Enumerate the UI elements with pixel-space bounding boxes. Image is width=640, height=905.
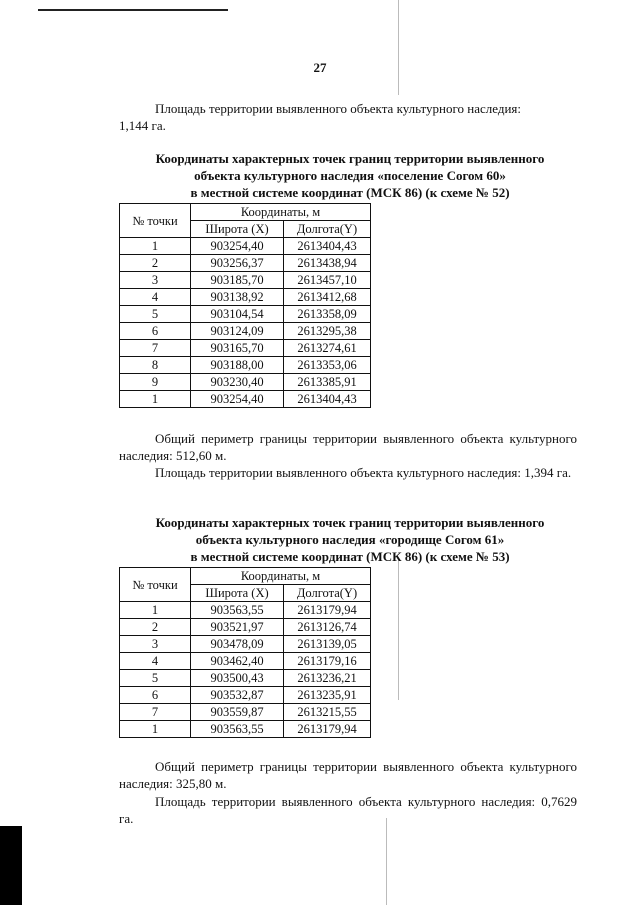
table-row: [120, 670, 371, 687]
area-paragraph-1: [119, 464, 577, 481]
area-value: 1,144 га.: [119, 118, 166, 133]
scan-edge-line: [38, 9, 228, 11]
cell-point: 6: [120, 687, 191, 704]
table-row: [120, 340, 371, 357]
col-header-coords: Координаты, м: [191, 568, 371, 585]
cell-point: 2: [120, 255, 191, 272]
scan-fold-line: [386, 818, 387, 905]
cell-x: 903478,09: [191, 636, 284, 653]
cell-y: 2613126,74: [284, 619, 371, 636]
heading-line: объекта культурного наследия «городище Согом 61»: [195, 532, 505, 547]
cell-x: 903500,43: [191, 670, 284, 687]
area-paragraph-top: [119, 100, 577, 134]
cell-x: 903563,55: [191, 721, 284, 738]
section-heading-1: [100, 150, 600, 201]
cell-y: 2613215,55: [284, 704, 371, 721]
cell-y: 2613385,91: [284, 374, 371, 391]
cell-y: 2613139,05: [284, 636, 371, 653]
cell-x: 903185,70: [191, 272, 284, 289]
cell-point: 1: [120, 238, 191, 255]
area-paragraph-2: [119, 793, 577, 827]
heading-line: объекта культурного наследия «поселение Согом 60»: [194, 168, 506, 183]
perimeter-text: Общий периметр границы территории выявленного объекта культурного наследия: 512,60 м.: [119, 431, 577, 463]
cell-x: 903138,92: [191, 289, 284, 306]
cell-y: 2613274,61: [284, 340, 371, 357]
table-row: [120, 357, 371, 374]
cell-point: 7: [120, 340, 191, 357]
cell-x: 903532,87: [191, 687, 284, 704]
scan-fold-line: [398, 0, 399, 95]
cell-x: 903165,70: [191, 340, 284, 357]
col-header-y: Долгота(Y): [284, 585, 371, 602]
scan-fold-line: [398, 560, 399, 700]
cell-x: 903563,55: [191, 602, 284, 619]
cell-y: 2613236,21: [284, 670, 371, 687]
cell-y: 2613235,91: [284, 687, 371, 704]
table-row: [120, 391, 371, 408]
heading-line: Координаты характерных точек границ территории выявленного: [155, 151, 545, 166]
perimeter-text: Общий периметр границы территории выявленного объекта культурного наследия: 325,80 м.: [119, 759, 577, 791]
cell-point: 9: [120, 374, 191, 391]
table-row: [120, 619, 371, 636]
cell-y: 2613353,06: [284, 357, 371, 374]
col-header-x: Широта (X): [191, 585, 284, 602]
perimeter-paragraph-2: [119, 758, 577, 792]
cell-point: 2: [120, 619, 191, 636]
area-text: Площадь территории выявленного объекта культурного наследия: 0,7629 га.: [119, 794, 577, 826]
table-row: [120, 323, 371, 340]
cell-point: 3: [120, 272, 191, 289]
table-row: [120, 704, 371, 721]
coordinates-table-1: [119, 203, 371, 408]
cell-x: 903188,00: [191, 357, 284, 374]
cell-x: 903124,09: [191, 323, 284, 340]
table-row: [120, 289, 371, 306]
cell-point: 8: [120, 357, 191, 374]
cell-y: 2613457,10: [284, 272, 371, 289]
cell-y: 2613404,43: [284, 391, 371, 408]
cell-point: 1: [120, 721, 191, 738]
cell-x: 903254,40: [191, 238, 284, 255]
cell-y: 2613438,94: [284, 255, 371, 272]
table-row: [120, 653, 371, 670]
scan-artifact: [0, 826, 22, 905]
coordinates-table-2: [119, 567, 371, 738]
cell-point: 3: [120, 636, 191, 653]
table-row: [120, 255, 371, 272]
heading-line: в местной системе координат (МСК 86) (к схеме № 53): [190, 549, 510, 564]
table-row: [120, 306, 371, 323]
section-heading-2: [100, 514, 600, 565]
cell-point: 4: [120, 289, 191, 306]
cell-x: 903256,37: [191, 255, 284, 272]
cell-y: 2613404,43: [284, 238, 371, 255]
cell-point: 5: [120, 670, 191, 687]
perimeter-paragraph-1: [119, 430, 577, 464]
heading-line: в местной системе координат (МСК 86) (к схеме № 52): [190, 185, 510, 200]
area-text: Площадь территории выявленного объекта культурного наследия:: [155, 101, 522, 116]
cell-x: 903254,40: [191, 391, 284, 408]
cell-y: 2613295,38: [284, 323, 371, 340]
cell-y: 2613358,09: [284, 306, 371, 323]
table-row: [120, 374, 371, 391]
cell-y: 2613179,94: [284, 602, 371, 619]
table-row: [120, 602, 371, 619]
cell-x: 903230,40: [191, 374, 284, 391]
cell-x: 903559,87: [191, 704, 284, 721]
col-header-x: Широта (X): [191, 221, 284, 238]
col-header-point: № точки: [120, 204, 191, 238]
table-row: [120, 238, 371, 255]
table-row: [120, 272, 371, 289]
cell-point: 6: [120, 323, 191, 340]
cell-y: 2613179,94: [284, 721, 371, 738]
cell-x: 903104,54: [191, 306, 284, 323]
cell-point: 4: [120, 653, 191, 670]
cell-point: 1: [120, 391, 191, 408]
col-header-coords: Координаты, м: [191, 204, 371, 221]
cell-x: 903521,97: [191, 619, 284, 636]
cell-y: 2613412,68: [284, 289, 371, 306]
heading-line: Координаты характерных точек границ территории выявленного: [155, 515, 545, 530]
col-header-y: Долгота(Y): [284, 221, 371, 238]
table-row: [120, 687, 371, 704]
cell-x: 903462,40: [191, 653, 284, 670]
cell-y: 2613179,16: [284, 653, 371, 670]
col-header-point: № точки: [120, 568, 191, 602]
page-number: 27: [313, 60, 327, 75]
cell-point: 7: [120, 704, 191, 721]
table-row: [120, 721, 371, 738]
table-row: [120, 636, 371, 653]
area-text: Площадь территории выявленного объекта культурного наследия: 1,394 га.: [155, 465, 572, 480]
cell-point: 1: [120, 602, 191, 619]
cell-point: 5: [120, 306, 191, 323]
